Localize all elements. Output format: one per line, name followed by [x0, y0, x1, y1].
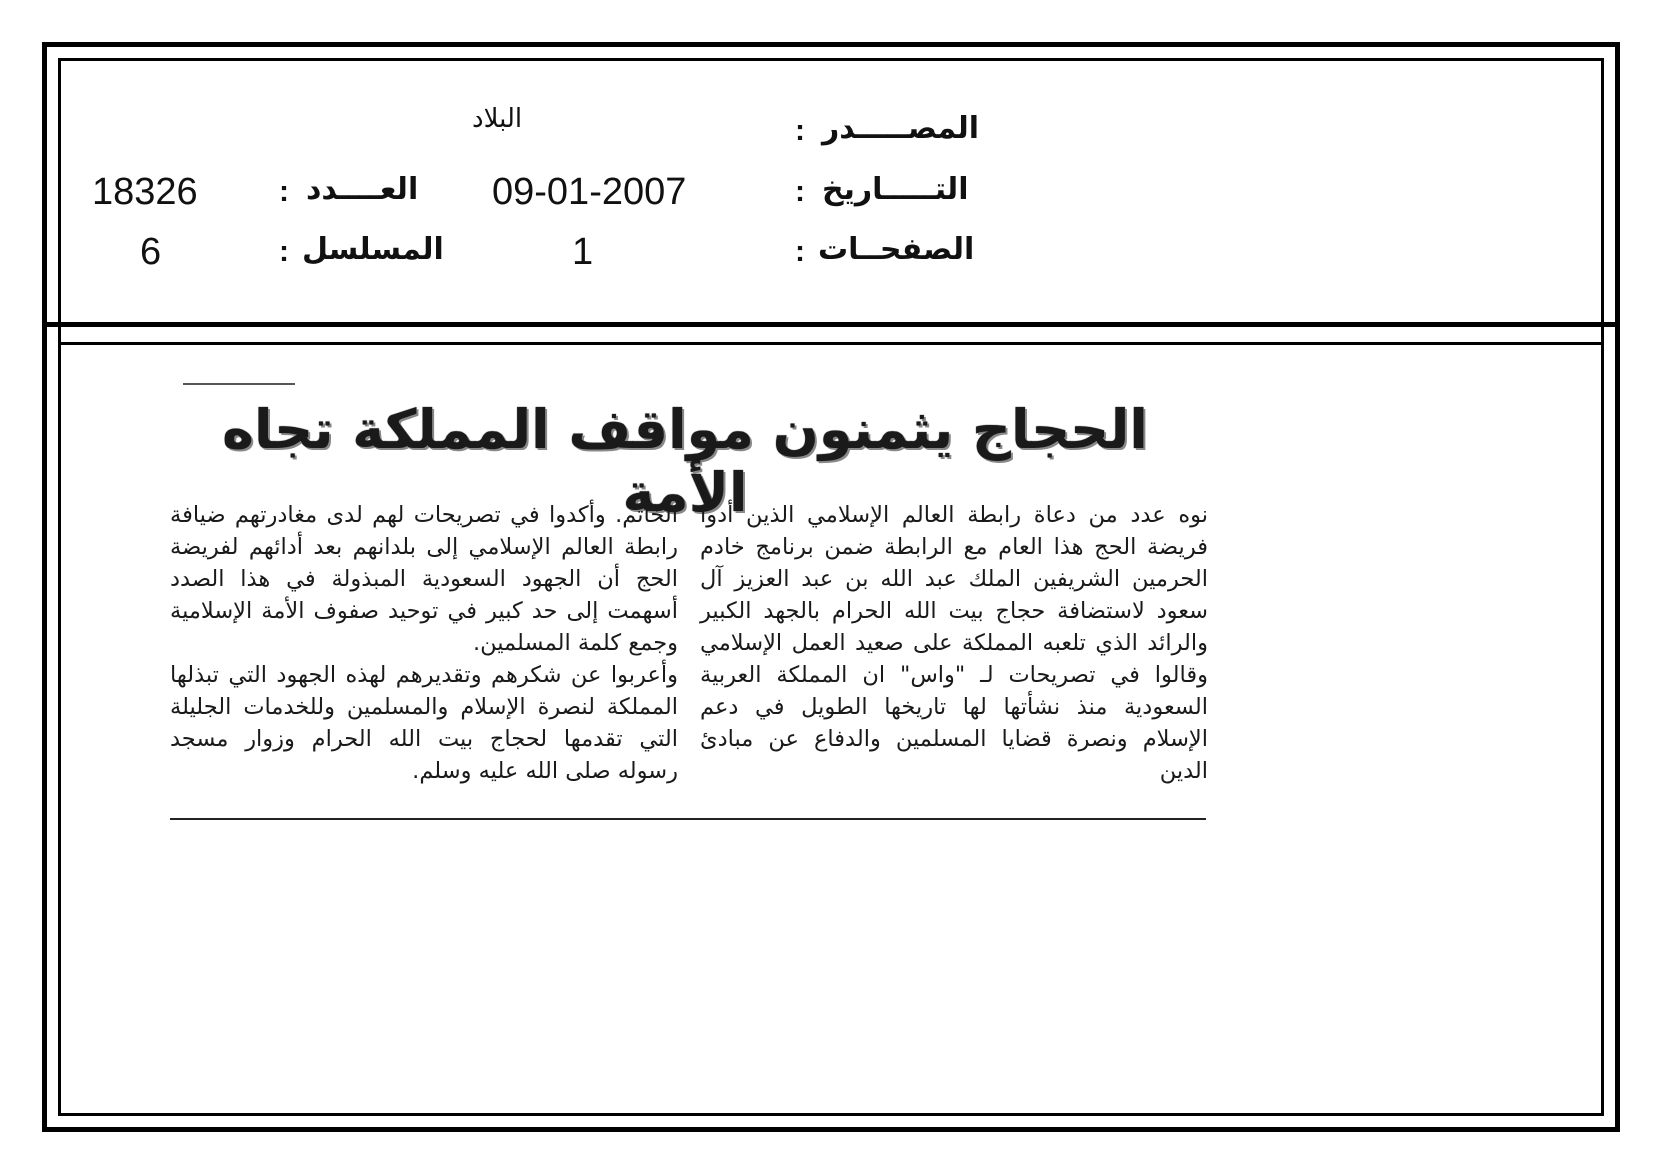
pages-colon: :: [795, 235, 805, 268]
headline-rule: [183, 383, 295, 385]
source-colon: :: [795, 114, 805, 147]
article-column-left: [170, 499, 678, 787]
serial-colon: :: [279, 235, 289, 268]
issue-colon: :: [279, 175, 289, 208]
date-label: التـــــاريخ: [822, 172, 969, 207]
source-label: المصـــــدر: [822, 111, 980, 146]
pages-label: الصفحــات: [818, 232, 975, 267]
date-value: 09-01-2007: [492, 171, 687, 213]
pages-value: 1: [572, 231, 594, 273]
header-divider: [45, 322, 1617, 327]
article-paragraph: نوه عدد من دعاة رابطة العالم الإسلامي الذين أدوا فريضة الحج هذا العام مع الرابطة ضمن برنامج خادم الحرمين الشريفين الملك عبد الله بن عبد العزيز آل سعود لاستضافة حجاج بيت الله الحرام بالجهد الكبير والرائد الذي تلعبه المملكة على صعيد العمل الإسلامي وقالوا في تصريحات لـ "واس" ان المملكة العربية السعودية منذ نشأتها لها تاريخها الطويل في دعم الإسلام ونصرة قضايا المسلمين والدفاع عن مبادئ الدين: [700, 502, 1208, 784]
source-value: البلاد: [472, 104, 523, 134]
article-column-right: [700, 499, 1208, 787]
serial-value: 6: [140, 231, 162, 273]
article-paragraph: الخاتم. وأكدوا في تصريحات لهم لدى مغادرتهم ضيافة رابطة العالم الإسلامي إلى بلدانهم بعد أدائهم لفريضة الحج أن الجهود السعودية المبذولة في هذا الصدد أسهمت إلى حد كبير في توحيد صفوف الأمة الإسلامية وجمع كلمة المسلمين.: [170, 502, 678, 656]
article-headline: الحجاج يثمنون مواقف المملكة تجاه الأمة: [222, 398, 1148, 524]
issue-label: العــــدد: [306, 172, 419, 207]
date-colon: :: [795, 175, 805, 208]
header-divider-thin: [58, 342, 1604, 345]
article-bottom-rule: [170, 818, 1206, 820]
article-paragraph: وأعربوا عن شكرهم وتقديرهم لهذه الجهود التي تبذلها المملكة لنصرة الإسلام والمسلمين وللخدمات الجليلة التي تقدمها لحجاج بيت الله الحرام وزوار مسجد رسوله صلى الله عليه وسلم.: [170, 662, 678, 784]
issue-value: 18326: [92, 171, 198, 213]
serial-label: المسلسل: [302, 232, 444, 267]
